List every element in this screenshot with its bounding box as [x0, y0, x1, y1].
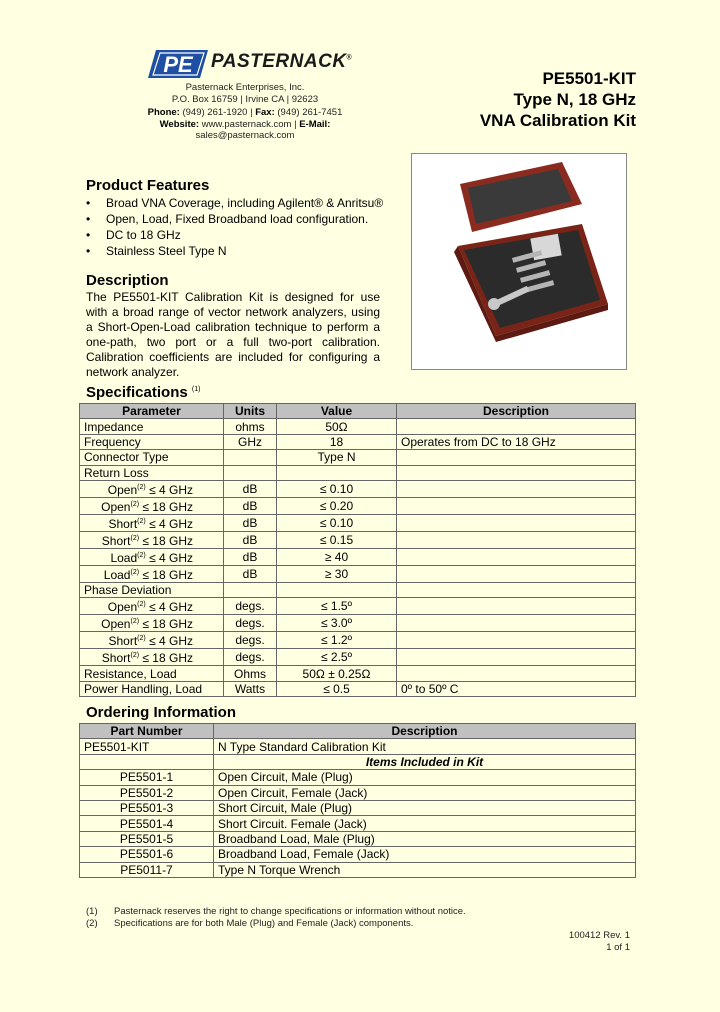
website-link[interactable]: www.pasternack.com — [201, 119, 292, 130]
spec-parameter: Resistance, Load — [80, 666, 224, 681]
spec-value: Type N — [277, 450, 397, 465]
spec-value — [277, 582, 397, 597]
part-number: PE5501-6 — [80, 847, 214, 862]
spec-description — [397, 649, 636, 666]
spec-units — [224, 450, 277, 465]
footnote: (1) Pasternack reserves the right to change specifications or information without notice. — [86, 906, 466, 917]
spec-units: GHz — [224, 434, 277, 449]
description-heading: Description — [86, 272, 169, 289]
spec-units: ohms — [224, 419, 277, 434]
features-list — [86, 195, 383, 259]
spec-parameter: Return Loss — [80, 465, 224, 480]
email-link[interactable]: sales@pasternack.com — [195, 130, 295, 141]
table-row — [80, 497, 636, 514]
spec-parameter: Frequency — [80, 434, 224, 449]
part-description: Short Circuit. Female (Jack) — [214, 816, 636, 831]
spec-description — [397, 465, 636, 480]
spec-description — [397, 419, 636, 434]
table-row — [80, 531, 636, 548]
list-item: • Stainless Steel Type N — [86, 243, 383, 259]
spec-description — [397, 565, 636, 582]
page-number: 1 of 1 — [606, 942, 630, 953]
logo-mark: PE — [163, 52, 193, 77]
revision-label: 100412 Rev. 1 — [568, 930, 630, 941]
spec-parameter: Short$^{(2)}$ ≤ 4 GHz — [80, 632, 224, 649]
list-item: • Open, Load, Fixed Broadband load configuration. — [86, 211, 383, 227]
spec-value: 50Ω — [277, 419, 397, 434]
spec-parameter: Phase Deviation — [80, 582, 224, 597]
specifications-table — [79, 403, 636, 697]
spec-value: 50Ω ± 0.25Ω — [277, 666, 397, 681]
table-row — [80, 785, 636, 800]
spec-value: ≤ 0.10 — [277, 514, 397, 531]
column-header: Description — [397, 404, 636, 419]
part-number: PE5011-7 — [80, 862, 214, 877]
spec-value: ≤ 1.2º — [277, 632, 397, 649]
spec-units — [224, 582, 277, 597]
spec-value — [277, 465, 397, 480]
part-number: PE5501-KIT — [80, 739, 214, 754]
spec-parameter: Load$^{(2)}$ ≤ 4 GHz — [80, 548, 224, 565]
table-row — [80, 465, 636, 480]
spec-description — [397, 632, 636, 649]
items-included-label: Items Included in Kit — [214, 754, 636, 769]
pasternack-logo-icon — [148, 50, 208, 78]
spec-units: degs. — [224, 615, 277, 632]
column-header: Units — [224, 404, 277, 419]
table-row — [80, 548, 636, 565]
table-row — [80, 450, 636, 465]
spec-value: ≤ 2.5º — [277, 649, 397, 666]
spec-parameter: Short$^{(2)}$ ≤ 18 GHz — [80, 649, 224, 666]
table-row — [80, 816, 636, 831]
spec-units: dB — [224, 497, 277, 514]
spec-parameter: Impedance — [80, 419, 224, 434]
part-number: PE5501-1 — [80, 770, 214, 785]
spec-parameter: Open$^{(2)}$ ≤ 18 GHz — [80, 615, 224, 632]
table-row — [80, 739, 636, 754]
spec-value: ≤ 0.20 — [277, 497, 397, 514]
spec-description — [397, 615, 636, 632]
spec-description: Operates from DC to 18 GHz — [397, 434, 636, 449]
footnote: (2) Specifications are for both Male (Plug) and Female (Jack) components. — [86, 918, 414, 929]
contact-web-email: Website: www.pasternack.com | E-Mail: sales@pasternack.com — [159, 119, 331, 141]
spec-parameter: Open$^{(2)}$ ≤ 18 GHz — [80, 497, 224, 514]
table-row — [80, 514, 636, 531]
list-item: • DC to 18 GHz — [86, 227, 383, 243]
spec-description — [397, 450, 636, 465]
table-row — [80, 754, 636, 769]
spec-description — [397, 548, 636, 565]
part-number: PE5501-2 — [80, 785, 214, 800]
spec-parameter: Short$^{(2)}$ ≤ 4 GHz — [80, 514, 224, 531]
table-row — [80, 434, 636, 449]
description-text: The PE5501-KIT Calibration Kit is designed for use with a broad range of vector network analyzers, using a Short-Open-Load calibration technique to perform a one-path, two port or a full two-port calibration. Calibration coefficients are included for configuring a network analyzer. — [86, 290, 380, 379]
spec-parameter: Load$^{(2)}$ ≤ 18 GHz — [80, 565, 224, 582]
part-number: PE5501-4 — [80, 816, 214, 831]
part-number: PE5501-5 — [80, 831, 214, 846]
table-row — [80, 770, 636, 785]
spec-description — [397, 497, 636, 514]
table-row — [80, 666, 636, 681]
contact-phone-fax: Phone: (949) 261-1920 | Fax: (949) 261-7451 — [147, 107, 343, 118]
table-row — [80, 480, 636, 497]
spec-parameter: Short$^{(2)}$ ≤ 18 GHz — [80, 531, 224, 548]
spec-value: ≤ 1.5º — [277, 598, 397, 615]
spec-description — [397, 666, 636, 681]
part-description: N Type Standard Calibration Kit — [214, 739, 636, 754]
spec-units: dB — [224, 548, 277, 565]
part-description: Type N Torque Wrench — [214, 862, 636, 877]
spec-units: degs. — [224, 598, 277, 615]
spec-units: Watts — [224, 681, 277, 696]
part-description: Short Circuit, Male (Plug) — [214, 800, 636, 815]
spec-value: ≤ 0.15 — [277, 531, 397, 548]
part-description: Broadband Load, Male (Plug) — [214, 831, 636, 846]
spec-value: ≥ 40 — [277, 548, 397, 565]
part-number: PE5501-3 — [80, 800, 214, 815]
spec-parameter: Open$^{(2)}$ ≤ 4 GHz — [80, 598, 224, 615]
spec-units: Ohms — [224, 666, 277, 681]
spec-value: ≥ 30 — [277, 565, 397, 582]
part-description: Broadband Load, Female (Jack) — [214, 847, 636, 862]
table-row — [80, 831, 636, 846]
table-row — [80, 681, 636, 696]
column-header: Parameter — [80, 404, 224, 419]
table-row — [80, 800, 636, 815]
table-row — [80, 847, 636, 862]
column-header: Value — [277, 404, 397, 419]
ordering-heading: Ordering Information — [86, 704, 236, 721]
spec-description — [397, 531, 636, 548]
table-row — [80, 565, 636, 582]
table-row — [80, 419, 636, 434]
table-row — [80, 649, 636, 666]
spec-description — [397, 480, 636, 497]
spec-units: dB — [224, 565, 277, 582]
spec-description — [397, 514, 636, 531]
specifications-heading: Specifications $^{(1)}$ — [86, 384, 201, 401]
part-description: Open Circuit, Female (Jack) — [214, 785, 636, 800]
part-description: Open Circuit, Male (Plug) — [214, 770, 636, 785]
company-address: P.O. Box 16759 | Irvine CA | 92623 — [171, 94, 319, 105]
features-heading: Product Features — [86, 177, 210, 194]
spec-value: ≤ 3.0º — [277, 615, 397, 632]
product-photo — [411, 153, 627, 370]
spec-description: 0º to 50º C — [397, 681, 636, 696]
company-name: Pasternack Enterprises, Inc. — [185, 82, 305, 93]
brand-name: PASTERNACK® — [211, 51, 353, 72]
spec-units: degs. — [224, 632, 277, 649]
product-title: PE5501-KIT Type N, 18 GHz VNA Calibration Kit — [479, 69, 636, 130]
table-row — [80, 862, 636, 877]
ordering-table — [79, 723, 636, 878]
page-footer — [569, 930, 630, 954]
column-header: Part Number — [80, 724, 214, 739]
spec-description — [397, 582, 636, 597]
spec-units: dB — [224, 514, 277, 531]
spec-value: ≤ 0.5 — [277, 681, 397, 696]
table-row — [80, 632, 636, 649]
spec-parameter: Open$^{(2)}$ ≤ 4 GHz — [80, 480, 224, 497]
spec-units: degs. — [224, 649, 277, 666]
spec-units — [224, 465, 277, 480]
spec-parameter: Connector Type — [80, 450, 224, 465]
spec-value: 18 — [277, 434, 397, 449]
table-row — [80, 598, 636, 615]
list-item: • Broad VNA Coverage, including Agilent® & Anritsu® — [86, 195, 383, 211]
spec-units: dB — [224, 531, 277, 548]
table-row — [80, 615, 636, 632]
spec-description — [397, 598, 636, 615]
spec-parameter: Power Handling, Load — [80, 681, 224, 696]
spec-value: ≤ 0.10 — [277, 480, 397, 497]
column-header: Description — [214, 724, 636, 739]
spec-units: dB — [224, 480, 277, 497]
footnotes — [86, 906, 466, 930]
table-row — [80, 582, 636, 597]
